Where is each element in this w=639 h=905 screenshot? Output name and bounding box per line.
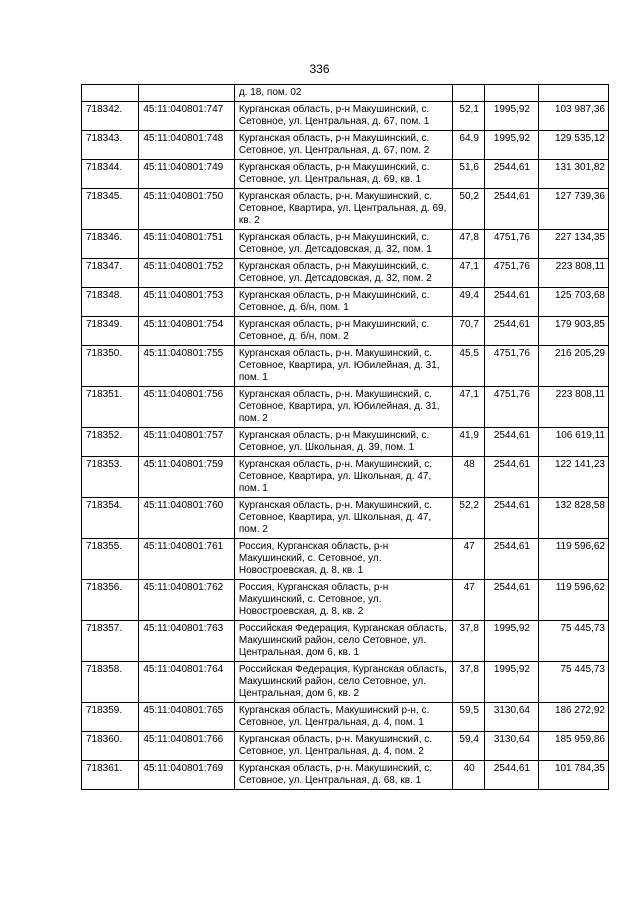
value-cell: 129 535,12 (538, 131, 608, 160)
address-cell: Курганская область, р-н Макушинский, с. Сетовное, ул. Детсадовская, д. 32, пом. 2 (234, 259, 452, 288)
price-cell: 3130,64 (485, 732, 538, 761)
cadastral-number-cell: 45:11:040801:754 (139, 317, 235, 346)
value-cell: 132 828,58 (538, 498, 608, 539)
area-cell: 51,6 (453, 160, 485, 189)
area-cell: 47,8 (453, 230, 485, 259)
address-cell: Курганская область, р-н. Макушинский, с. Сетовное, Квартира, ул. Юбилейная, д. 31, пом. 1 (234, 346, 452, 387)
value-cell: 103 987,36 (538, 102, 608, 131)
cadastral-number-cell: 45:11:040801:761 (139, 539, 235, 580)
table-row (82, 102, 609, 131)
cadastral-number-cell: 45:11:040801:753 (139, 288, 235, 317)
price-cell: 2544,61 (485, 498, 538, 539)
cadastral-number-cell: 45:11:040801:750 (139, 189, 235, 230)
value-cell: 75 445,73 (538, 662, 608, 703)
address-cell: Курганская область, р-н Макушинский, с. Сетовное, ул. Центральная, д. 69, кв. 1 (234, 160, 452, 189)
value-cell: 101 784,35 (538, 761, 608, 790)
value-cell: 186 272,92 (538, 703, 608, 732)
area-cell (453, 85, 485, 102)
table-row (82, 230, 609, 259)
cadastral-number-cell: 45:11:040801:747 (139, 102, 235, 131)
row-number-cell: 718346. (82, 230, 139, 259)
value-cell: 227 134,35 (538, 230, 608, 259)
area-cell: 47 (453, 539, 485, 580)
value-cell: 179 903,85 (538, 317, 608, 346)
area-cell: 59,5 (453, 703, 485, 732)
row-number-cell: 718350. (82, 346, 139, 387)
table-row (82, 259, 609, 288)
price-cell: 2544,61 (485, 761, 538, 790)
price-cell: 1995,92 (485, 102, 538, 131)
area-cell: 41,9 (453, 428, 485, 457)
row-number-cell: 718356. (82, 580, 139, 621)
cadastral-number-cell: 45:11:040801:763 (139, 621, 235, 662)
cadastral-number-cell: 45:11:040801:757 (139, 428, 235, 457)
price-cell: 2544,61 (485, 457, 538, 498)
price-cell: 2544,61 (485, 189, 538, 230)
address-cell: Курганская область, р-н. Макушинский, с. Сетовное, ул. Центральная, д. 4, пом. 2 (234, 732, 452, 761)
address-cell: Россия, Курганская область, р-н Макушинский, с. Сетовное, ул. Новостроевская, д. 8, кв. 2 (234, 580, 452, 621)
price-cell: 2544,61 (485, 539, 538, 580)
table-row (82, 621, 609, 662)
address-cell: Курганская область, р-н. Макушинский, с. Сетовное, Квартира, ул. Центральная, д. 69, кв. 2 (234, 189, 452, 230)
table-row (82, 131, 609, 160)
row-number-cell: 718351. (82, 387, 139, 428)
row-number-cell: 718353. (82, 457, 139, 498)
row-number-cell: 718358. (82, 662, 139, 703)
table-row (82, 703, 609, 732)
table-row (82, 346, 609, 387)
price-cell: 3130,64 (485, 703, 538, 732)
value-cell: 127 739,36 (538, 189, 608, 230)
address-cell: Курганская область, р-н Макушинский, с. Сетовное, ул. Центральная, д. 67, пом. 2 (234, 131, 452, 160)
area-cell: 47,1 (453, 387, 485, 428)
row-number-cell: 718359. (82, 703, 139, 732)
value-cell: 216 205,29 (538, 346, 608, 387)
value-cell: 125 703,68 (538, 288, 608, 317)
address-cell: д. 18, пом. 02 (234, 85, 452, 102)
row-number-cell: 718345. (82, 189, 139, 230)
row-number-cell: 718342. (82, 102, 139, 131)
price-cell: 2544,61 (485, 428, 538, 457)
table-row (82, 732, 609, 761)
row-number-cell: 718347. (82, 259, 139, 288)
table-row-continuation (82, 85, 609, 102)
area-cell: 37,8 (453, 662, 485, 703)
area-cell: 52,2 (453, 498, 485, 539)
address-cell: Россия, Курганская область, р-н Макушинский, с. Сетовное, ул. Новостроевская, д. 8, кв. 1 (234, 539, 452, 580)
area-cell: 64,9 (453, 131, 485, 160)
table-row (82, 761, 609, 790)
cadastral-number-cell: 45:11:040801:756 (139, 387, 235, 428)
area-cell: 48 (453, 457, 485, 498)
address-cell: Курганская область, р-н Макушинский, с. Сетовное, д. б/н, пом. 1 (234, 288, 452, 317)
cadastral-number-cell: 45:11:040801:766 (139, 732, 235, 761)
price-cell: 4751,76 (485, 230, 538, 259)
area-cell: 37,8 (453, 621, 485, 662)
value-cell: 223 808,11 (538, 259, 608, 288)
row-number-cell: 718343. (82, 131, 139, 160)
cadastral-number-cell: 45:11:040801:749 (139, 160, 235, 189)
address-cell: Российская Федерация, Курганская область, Макушинский район, село Сетовное, ул. Центральная, дом 6, кв. 1 (234, 621, 452, 662)
cadastral-number-cell: 45:11:040801:755 (139, 346, 235, 387)
area-cell: 49,4 (453, 288, 485, 317)
price-cell: 4751,76 (485, 259, 538, 288)
area-cell: 47 (453, 580, 485, 621)
cadastral-number-cell: 45:11:040801:764 (139, 662, 235, 703)
table-row (82, 387, 609, 428)
table-row (82, 457, 609, 498)
cadastral-number-cell (139, 85, 235, 102)
address-cell: Курганская область, р-н. Макушинский, с. Сетовное, Квартира, ул. Школьная, д. 47, пом. 1 (234, 457, 452, 498)
table-row (82, 317, 609, 346)
table-row (82, 539, 609, 580)
price-cell: 2544,61 (485, 288, 538, 317)
price-cell: 2544,61 (485, 160, 538, 189)
row-number-cell: 718344. (82, 160, 139, 189)
table-row (82, 428, 609, 457)
cadastral-number-cell: 45:11:040801:751 (139, 230, 235, 259)
area-cell: 40 (453, 761, 485, 790)
table-row (82, 189, 609, 230)
value-cell: 223 808,11 (538, 387, 608, 428)
row-number-cell: 718349. (82, 317, 139, 346)
row-number-cell: 718361. (82, 761, 139, 790)
cadastral-number-cell: 45:11:040801:765 (139, 703, 235, 732)
row-number-cell: 718348. (82, 288, 139, 317)
area-cell: 70,7 (453, 317, 485, 346)
area-cell: 59,4 (453, 732, 485, 761)
price-cell: 2544,61 (485, 580, 538, 621)
cadastral-number-cell: 45:11:040801:748 (139, 131, 235, 160)
value-cell: 75 445,73 (538, 621, 608, 662)
row-number-cell: 718357. (82, 621, 139, 662)
table-row (82, 662, 609, 703)
value-cell: 119 596,62 (538, 539, 608, 580)
address-cell: Курганская область, р-н Макушинский, с. Сетовное, ул. Центральная, д. 67, пом. 1 (234, 102, 452, 131)
area-cell: 50,2 (453, 189, 485, 230)
price-cell: 1995,92 (485, 662, 538, 703)
price-cell: 1995,92 (485, 621, 538, 662)
value-cell: 122 141,23 (538, 457, 608, 498)
value-cell: 106 619,11 (538, 428, 608, 457)
value-cell: 131 301,82 (538, 160, 608, 189)
area-cell: 47,1 (453, 259, 485, 288)
price-cell (485, 85, 538, 102)
cadastral-number-cell: 45:11:040801:759 (139, 457, 235, 498)
page-number: 336 (309, 62, 330, 76)
address-cell: Курганская область, Макушинский р-н, с. Сетовное, ул. Центральная, д. 4, пом. 1 (234, 703, 452, 732)
price-cell: 4751,76 (485, 346, 538, 387)
address-cell: Курганская область, р-н Макушинский, с. Сетовное, ул. Детсадовская, д. 32, пом. 1 (234, 230, 452, 259)
cadastral-number-cell: 45:11:040801:760 (139, 498, 235, 539)
area-cell: 45,5 (453, 346, 485, 387)
address-cell: Курганская область, р-н. Макушинский, с. Сетовное, Квартира, ул. Школьная, д. 47, пом. 2 (234, 498, 452, 539)
address-cell: Курганская область, р-н Макушинский, с. Сетовное, ул. Школьная, д. 39, пом. 1 (234, 428, 452, 457)
row-number-cell: 718360. (82, 732, 139, 761)
area-cell: 52,1 (453, 102, 485, 131)
address-cell: Российская Федерация, Курганская область, Макушинский район, село Сетовное, ул. Центральная, дом 6, кв. 2 (234, 662, 452, 703)
value-cell: 119 596,62 (538, 580, 608, 621)
value-cell: 185 959,86 (538, 732, 608, 761)
table-row (82, 580, 609, 621)
cadastral-number-cell: 45:11:040801:762 (139, 580, 235, 621)
price-cell: 1995,92 (485, 131, 538, 160)
property-registry-table (81, 84, 609, 790)
price-cell: 4751,76 (485, 387, 538, 428)
address-cell: Курганская область, р-н. Макушинский, с. Сетовное, ул. Центральная, д. 68, кв. 1 (234, 761, 452, 790)
value-cell (538, 85, 608, 102)
row-number-cell: 718354. (82, 498, 139, 539)
table-row (82, 160, 609, 189)
price-cell: 2544,61 (485, 317, 538, 346)
cadastral-number-cell: 45:11:040801:769 (139, 761, 235, 790)
address-cell: Курганская область, р-н Макушинский, с. Сетовное, д. б/н, пом. 2 (234, 317, 452, 346)
table-row (82, 498, 609, 539)
row-number-cell: 718352. (82, 428, 139, 457)
cadastral-number-cell: 45:11:040801:752 (139, 259, 235, 288)
row-number-cell (82, 85, 139, 102)
table-row (82, 288, 609, 317)
row-number-cell: 718355. (82, 539, 139, 580)
address-cell: Курганская область, р-н. Макушинский, с. Сетовное, Квартира, ул. Юбилейная, д. 31, пом. 2 (234, 387, 452, 428)
